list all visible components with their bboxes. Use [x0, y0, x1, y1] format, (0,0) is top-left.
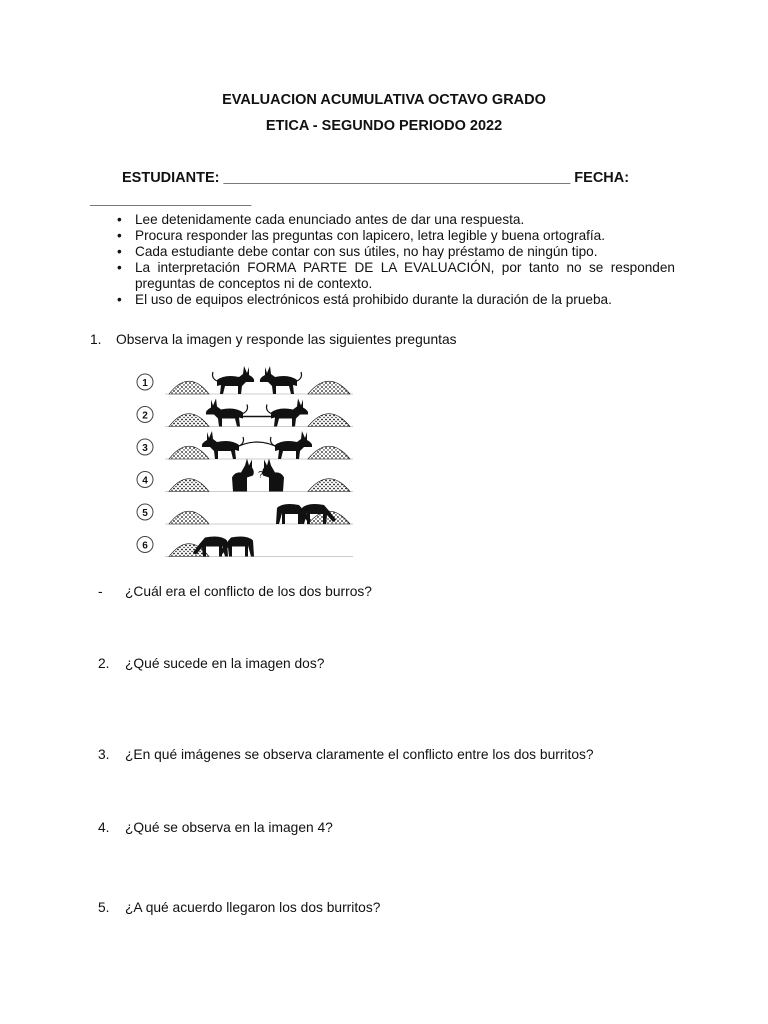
student-label: ESTUDIANTE: ___________________________________________ — [122, 170, 571, 186]
donkey-silhouette — [262, 459, 284, 492]
question-text: ¿Cuál era el conflicto de los dos burros? — [125, 584, 372, 599]
haystack — [169, 381, 209, 394]
donkey-silhouette — [232, 459, 254, 492]
question-text: ¿En qué imágenes se observa claramente el conflicto entre los dos burritos? — [125, 747, 594, 762]
haystack — [308, 414, 350, 427]
instruction-item — [90, 292, 675, 308]
instruction-text: Cada estudiante debe contar con sus útiles, no hay préstamo de ningún tipo. — [135, 244, 598, 259]
haystack — [169, 511, 209, 524]
question-text: Observa la imagen y responde las siguientes preguntas — [116, 332, 457, 347]
haystack — [169, 479, 209, 492]
donkey-silhouette — [267, 399, 309, 427]
instruction-text: Procura responder las preguntas con lapicero, letra legible y buena ortografía. — [135, 228, 606, 243]
instruction-text: El uso de equipos electrónicos está prohibido durante la duración de la prueba. — [135, 292, 612, 307]
rope — [233, 442, 281, 449]
panel-number: 6 — [142, 540, 148, 552]
panel-number: 3 — [142, 443, 148, 454]
question-dash: - — [98, 584, 103, 599]
question-number: 4. — [98, 820, 110, 835]
panel-number: 5 — [142, 508, 148, 519]
donkey-silhouette — [202, 431, 244, 459]
donkey-silhouette — [206, 399, 248, 427]
instruction-item — [90, 228, 675, 244]
instruction-item — [90, 260, 675, 292]
instruction-item — [90, 212, 675, 228]
haystack — [169, 414, 209, 427]
bullet-icon: • — [117, 260, 122, 275]
date-label: FECHA: — [574, 170, 630, 186]
panel-number: 1 — [142, 378, 148, 389]
panel-number: 4 — [142, 475, 148, 487]
question-number: 3. — [98, 747, 110, 762]
panel-number: 2 — [142, 410, 148, 422]
question-number: 2. — [98, 656, 110, 671]
donkey-silhouette — [271, 431, 313, 459]
figure-panel — [137, 431, 353, 459]
document-subtitle: ETICA - SEGUNDO PERIODO 2022 — [265, 118, 503, 134]
question-number: 1. — [90, 332, 102, 347]
haystack — [308, 446, 350, 459]
question-text: ¿Qué se observa en la imagen 4? — [125, 820, 333, 835]
question-mark: ? — [258, 469, 264, 480]
haystack — [308, 381, 350, 394]
figure-panel — [137, 504, 353, 524]
figure-panel — [137, 537, 353, 557]
instruction-text: Lee detenidamente cada enunciado antes de dar una respuesta. — [135, 212, 525, 227]
bullet-icon: • — [117, 228, 122, 243]
figure-panel — [137, 459, 353, 492]
document-title: EVALUACION ACUMULATIVA OCTAVO GRADO — [222, 92, 546, 108]
donkeys-cooperation-figure — [133, 366, 363, 572]
date-blank: ____________________ — [90, 192, 252, 208]
question-text: ¿Qué sucede en la imagen dos? — [125, 656, 325, 671]
question-number: 5. — [98, 900, 110, 915]
donkey-silhouette — [213, 366, 255, 394]
instructions-list — [90, 212, 675, 308]
bullet-icon: • — [117, 212, 122, 227]
instruction-item — [90, 244, 675, 260]
instruction-text: La interpretación FORMA PARTE DE LA EVALUACIÓN, por tanto no se responden preguntas de conceptos ni de contexto. — [135, 260, 675, 291]
donkey-silhouette — [260, 366, 302, 394]
question-text: ¿A qué acuerdo llegaron los dos burritos? — [125, 900, 381, 915]
figure-panel — [137, 366, 353, 394]
haystack — [308, 479, 350, 492]
haystack — [169, 446, 209, 459]
bullet-icon: • — [117, 244, 122, 259]
figure-panel — [137, 399, 353, 427]
student-name-line — [122, 170, 629, 186]
bullet-icon: • — [117, 292, 122, 307]
